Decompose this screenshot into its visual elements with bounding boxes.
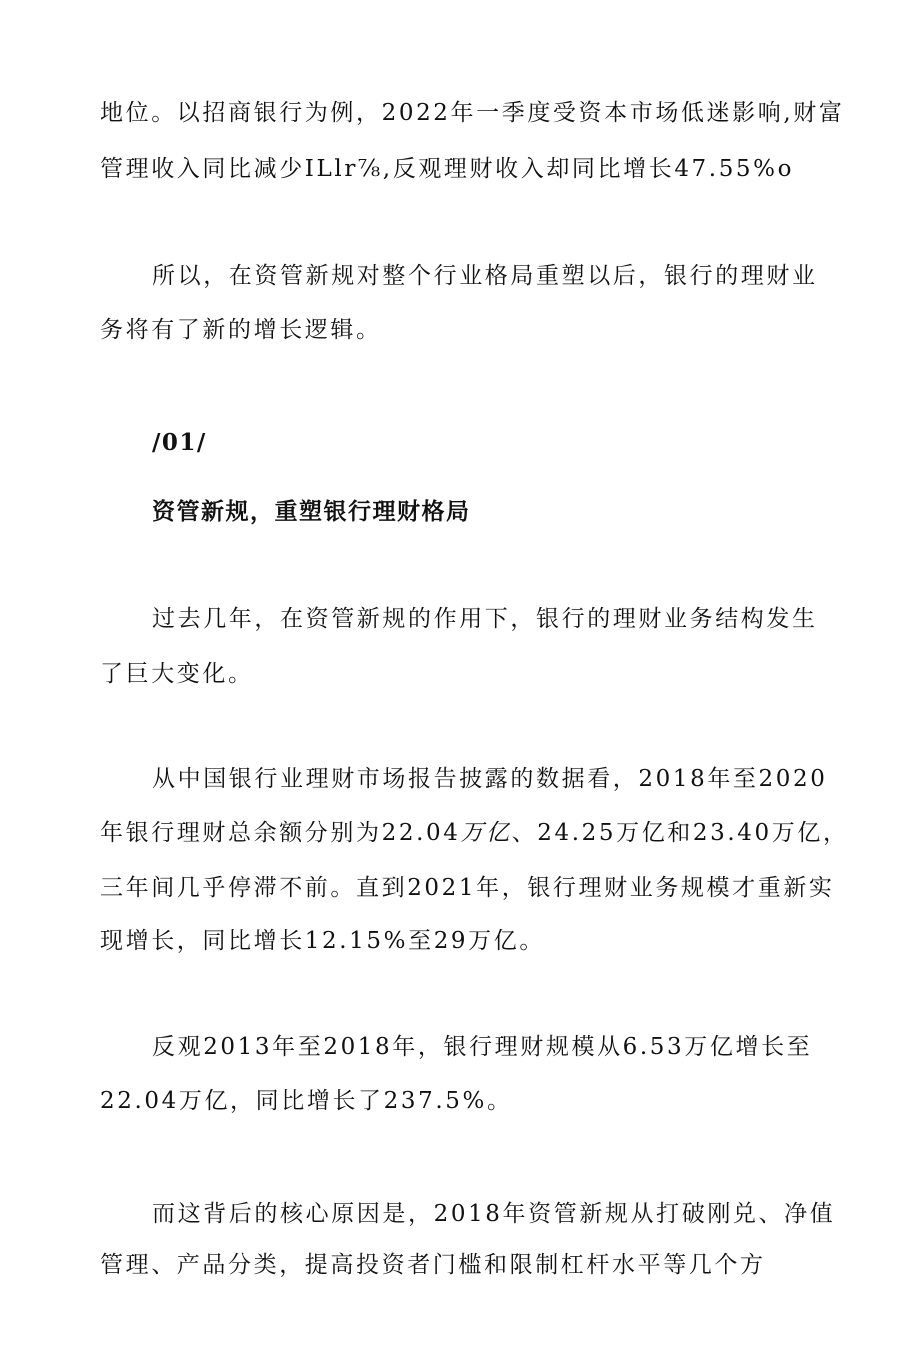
paragraph-line: 管理、产品分类，提高投资者门槛和限制杠杆水平等几个方 xyxy=(100,1252,766,1278)
paragraph-line: 反观2013年至2018年，银行理财规模从6.53万亿增长至 xyxy=(152,1034,813,1060)
paragraph-line: 管理收入同比减少ILlr⅞,反观理财收入却同比增长47.55%o xyxy=(100,156,795,182)
paragraph-line: 所以，在资管新规对整个行业格局重塑以后，银行的理财业 xyxy=(152,263,818,289)
paragraph-line: 22.04万亿，同比增长了237.5%。 xyxy=(100,1088,513,1114)
paragraph-line: 而这背后的核心原因是，2018年资管新规从打破刚兑、净值 xyxy=(152,1201,836,1227)
text-run: 年银行理财总余额分别为22.04 xyxy=(100,820,461,846)
section-number: /01/ xyxy=(152,429,207,456)
text-run: 、24.25万亿和23.40万亿， xyxy=(511,820,849,846)
paragraph-line: 现增长，同比增长12.15%至29万亿。 xyxy=(100,928,545,954)
text-run-italic: 万亿 xyxy=(460,820,512,846)
section-title: 资管新规，重塑银行理财格局 xyxy=(152,498,471,525)
paragraph-line xyxy=(100,818,849,848)
paragraph-line: 过去几年，在资管新规的作用下，银行的理财业务结构发生 xyxy=(152,606,818,632)
paragraph-line: 三年间几乎停滞不前。直到2021年，银行理财业务规模才重新实 xyxy=(100,875,835,901)
paragraph-line: 从中国银行业理财市场报告披露的数据看，2018年至2020 xyxy=(152,766,828,792)
paragraph-line: 了巨大变化。 xyxy=(100,661,254,687)
paragraph-line: 务将有了新的增长逻辑。 xyxy=(100,317,382,343)
paragraph-line: 地位。以招商银行为例，2022年一季度受资本市场低迷影响,财富 xyxy=(100,100,845,126)
